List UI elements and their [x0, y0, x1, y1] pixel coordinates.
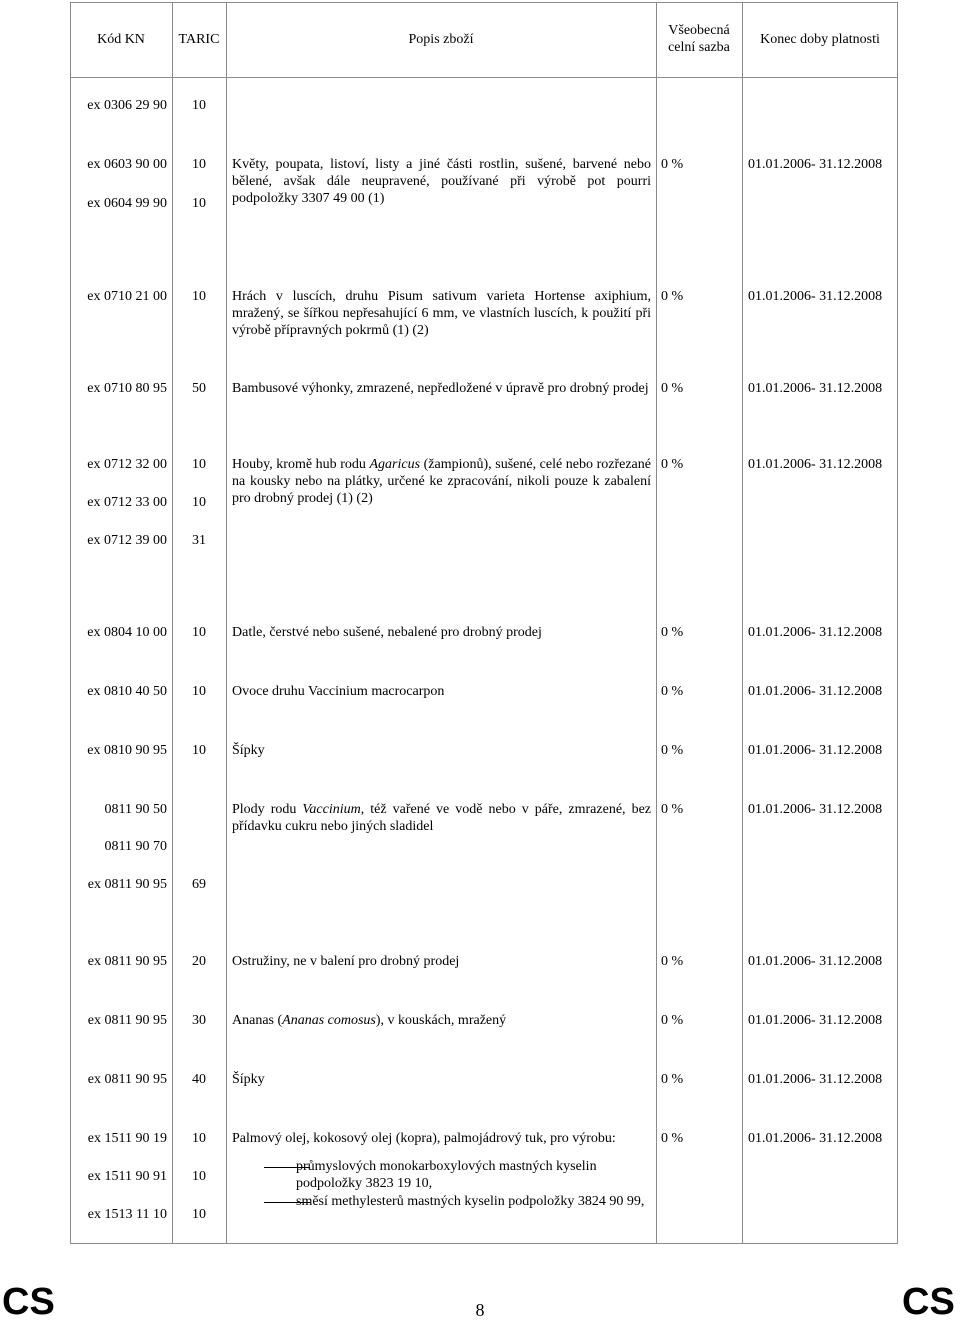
taric-code: 50 [192, 381, 206, 396]
kn-code: ex 1511 90 91 [87, 1169, 167, 1184]
sub-item [232, 1193, 652, 1210]
validity: 01.01.2006- 31.12.2008 [748, 457, 883, 472]
validity: 01.01.2006- 31.12.2008 [748, 1131, 883, 1146]
description-text: , též vařené ve vodě nebo v páře, zmrazené, bez přídavku cukru nebo jiných sladidel [232, 802, 651, 834]
sub-item [232, 1158, 652, 1192]
sub-item-text: průmyslových monokarboxylových mastných kyselin podpoložky 3823 19 10, [296, 1159, 597, 1191]
taric-code: 10 [192, 1169, 206, 1184]
description-text: Ananas ( [232, 1013, 283, 1028]
duty-rate: 0 % [661, 457, 684, 472]
description: Šípky [232, 1072, 265, 1087]
description-italic: Vaccinium [302, 802, 361, 817]
sub-item-text: směsí methylesterů mastných kyselin podpoložky 3824 90 99, [296, 1194, 645, 1209]
taric-code: 10 [192, 98, 206, 113]
kn-code: ex 0810 40 50 [87, 684, 167, 699]
table-top-border [70, 2, 898, 3]
taric-code: 10 [192, 1131, 206, 1146]
taric-code: 31 [192, 533, 206, 548]
taric-code: 30 [192, 1013, 206, 1028]
taric-code: 10 [192, 495, 206, 510]
kn-code: ex 0712 39 00 [87, 533, 167, 548]
description: Ostružiny, ne v balení pro drobný prodej [232, 954, 460, 969]
taric-code: 10 [192, 196, 206, 211]
duty-rate: 0 % [661, 289, 684, 304]
kn-code: ex 0603 90 00 [87, 157, 167, 172]
taric-code: 10 [192, 1207, 206, 1222]
sub-item-list [232, 1158, 652, 1211]
validity: 01.01.2006- 31.12.2008 [748, 1013, 883, 1028]
description [232, 1012, 651, 1030]
taric-code: 69 [192, 877, 206, 892]
duty-rate: 0 % [661, 802, 684, 817]
kn-code: ex 0712 32 00 [87, 457, 167, 472]
taric-code: 10 [192, 289, 206, 304]
validity: 01.01.2006- 31.12.2008 [748, 625, 883, 640]
validity: 01.01.2006- 31.12.2008 [748, 289, 883, 304]
kn-code: ex 0604 99 90 [87, 196, 167, 211]
description-text: Plody rodu [232, 802, 303, 817]
duty-rate: 0 % [661, 684, 684, 699]
taric-code: 10 [192, 157, 206, 172]
header-sazba-line1: Všeobecná [668, 23, 730, 38]
kn-code: ex 0810 90 95 [87, 743, 167, 758]
page-number: 8 [475, 1300, 485, 1320]
duty-rate: 0 % [661, 1131, 684, 1146]
column-divider [172, 2, 173, 1244]
taric-code: 10 [192, 743, 206, 758]
validity: 01.01.2006- 31.12.2008 [748, 802, 883, 817]
description-text: Houby, kromě hub rodu [232, 457, 370, 472]
taric-code: 10 [192, 457, 206, 472]
kn-code: ex 0710 21 00 [87, 289, 167, 304]
description: Hrách v luscích, druhu Pisum sativum varieta Hortense axiphium, mražený, se šířkou nepřesahující 6 mm, ve vlastních luscích, k použití při výrobě přípravných pokrmů (1) (2) [232, 289, 651, 338]
description: Šípky [232, 743, 265, 758]
validity: 01.01.2006- 31.12.2008 [748, 684, 883, 699]
header-kod-kn: Kód KN [97, 32, 145, 47]
validity: 01.01.2006- 31.12.2008 [748, 381, 883, 396]
description: Květy, poupata, listoví, listy a jiné části rostlin, sušené, barvené nebo bělené, avšak dále neupravené, používané při výrobě pot pourri podpoložky 3307 49 00 (1) [232, 157, 651, 206]
taric-code: 20 [192, 954, 206, 969]
kn-code: ex 0306 29 90 [87, 98, 167, 113]
kn-code: ex 0712 33 00 [87, 495, 167, 510]
column-divider [656, 2, 657, 1244]
header-sazba [656, 22, 742, 56]
validity: 01.01.2006- 31.12.2008 [748, 954, 883, 969]
taric-code: 40 [192, 1072, 206, 1087]
column-divider [226, 2, 227, 1244]
description: Datle, čerstvé nebo sušené, nebalené pro drobný prodej [232, 625, 542, 640]
duty-rate: 0 % [661, 157, 684, 172]
validity: 01.01.2006- 31.12.2008 [748, 157, 883, 172]
duty-rate: 0 % [661, 954, 684, 969]
header-taric: TARIC [178, 32, 220, 47]
kn-code: 0811 90 70 [104, 839, 167, 854]
description [232, 456, 651, 507]
validity: 01.01.2006- 31.12.2008 [748, 1072, 883, 1087]
kn-code: ex 1513 11 10 [87, 1207, 167, 1222]
description-text: (žampionů), sušené, celé nebo rozřezané na kousky nebo na plátky, určené ke zpracování, nikoli pouze k zabalení pro drobný prodej (1) (2) [232, 457, 651, 506]
taric-code: 10 [192, 684, 206, 699]
header-konec: Konec doby platnosti [760, 32, 880, 47]
kn-code: ex 1511 90 19 [87, 1131, 167, 1146]
description-italic: Agaricus [369, 457, 421, 472]
kn-code: ex 0811 90 95 [87, 954, 167, 969]
header-popis: Popis zboží [408, 32, 474, 47]
description [232, 801, 651, 835]
duty-rate: 0 % [661, 381, 684, 396]
footer-language-code-right: CS [902, 1281, 955, 1323]
description-italic: Ananas comosus [282, 1013, 376, 1028]
validity: 01.01.2006- 31.12.2008 [748, 743, 883, 758]
duty-rate: 0 % [661, 625, 684, 640]
dash-marker [264, 1167, 310, 1168]
kn-code: ex 0811 90 95 [87, 1072, 167, 1087]
header-sazba-line2: celní sazba [668, 40, 730, 55]
duty-rate: 0 % [661, 1072, 684, 1087]
kn-code: ex 0804 10 00 [87, 625, 167, 640]
footer-language-code-left: CS [2, 1281, 55, 1323]
header-divider [70, 77, 898, 78]
description: Palmový olej, kokosový olej (kopra), palmojádrový tuk, pro výrobu: [232, 1131, 616, 1146]
dash-marker [264, 1202, 310, 1203]
kn-code: 0811 90 50 [104, 802, 167, 817]
kn-code: ex 0811 90 95 [87, 1013, 167, 1028]
description: Ovoce druhu Vaccinium macrocarpon [232, 684, 445, 699]
taric-code: 10 [192, 625, 206, 640]
kn-code: ex 0811 90 95 [87, 877, 167, 892]
duty-rate: 0 % [661, 1013, 684, 1028]
column-divider [742, 2, 743, 1244]
description-text: ), v kouskách, mražený [375, 1013, 507, 1028]
description: Bambusové výhonky, zmrazené, nepředložené v úpravě pro drobný prodej [232, 381, 649, 396]
duty-rate: 0 % [661, 743, 684, 758]
kn-code: ex 0710 80 95 [87, 381, 167, 396]
